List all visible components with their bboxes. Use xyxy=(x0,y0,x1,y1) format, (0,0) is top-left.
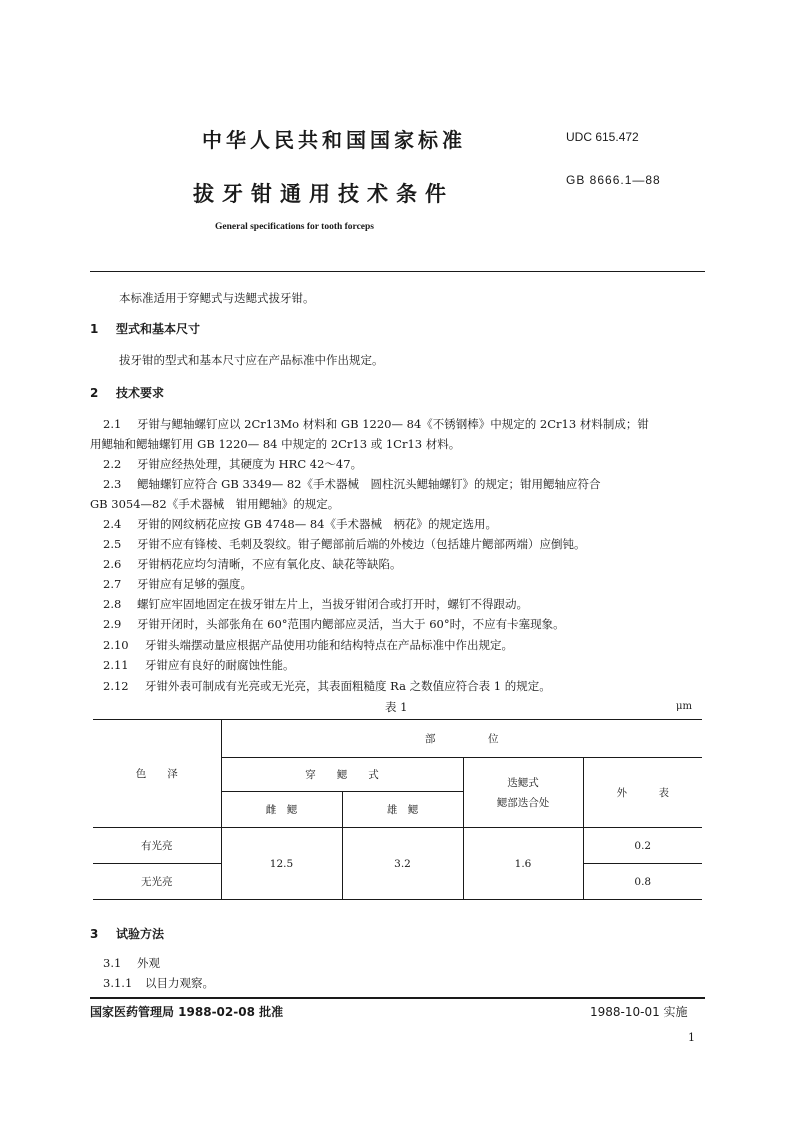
clause-text: 牙钳头端摆动量应根据产品使用功能和结构特点在产品标准中作出规定。 xyxy=(145,638,513,652)
clause-number: 3.1 xyxy=(103,956,122,970)
intro-paragraph: 本标准适用于穿鳃式与迭鳃式拔牙钳。 xyxy=(119,291,315,305)
clause-number: 2.10 xyxy=(103,638,129,652)
clause-2-9 xyxy=(103,616,565,632)
approval-line: 国家医药管理局 1988-02-08 批准 xyxy=(90,1005,284,1019)
overlap-line-1: 迭鳃式 xyxy=(507,776,539,789)
clause-number: 2.7 xyxy=(103,577,122,591)
footer-divider xyxy=(90,997,705,999)
section-number: 2 xyxy=(90,386,99,400)
standard-name: 中华人民共和国国家标准 xyxy=(202,128,466,152)
clause-number: 2.1 xyxy=(103,417,122,431)
clause-text: 螺钉应牢固地固定在拔牙钳左片上，当拔牙钳闭合或打开时，螺钉不得跟动。 xyxy=(137,597,528,611)
col-header-female: 雌 鳃 xyxy=(221,792,342,828)
gb-code: GB 8666.1—88 xyxy=(566,173,661,187)
section-number: 3 xyxy=(90,927,99,941)
cell-male-value: 3.2 xyxy=(342,828,463,900)
clause-2-1 xyxy=(103,416,649,432)
clause-2-10 xyxy=(103,637,513,653)
clause-2-2 xyxy=(103,456,362,472)
clause-number: 2.3 xyxy=(103,477,122,491)
clause-text: 牙钳外表可制成有光亮或无光亮，其表面粗糙度 Ra 之数值应符合表 1 的规定。 xyxy=(145,679,551,693)
cell-overlap-value: 1.6 xyxy=(463,828,583,900)
clause-text: 牙钳的网纹柄花应按 GB 4748— 84《手术器械 柄花》的规定选用。 xyxy=(137,517,498,531)
document-title: 拔牙钳通用技术条件 xyxy=(193,182,454,206)
clause-text: 牙钳应经热处理，其硬度为 HRC 42～47。 xyxy=(137,457,363,471)
clause-text: 牙钳开闭时，头部张角在 60°范围内鳃部应灵活，当大于 60°时，不应有卡塞现象。 xyxy=(137,617,565,631)
clause-number: 2.6 xyxy=(103,557,122,571)
clause-number: 2.5 xyxy=(103,537,122,551)
udc-code: UDC 615.472 xyxy=(566,130,639,144)
section-1-heading xyxy=(90,320,200,337)
clause-3-1 xyxy=(103,955,160,971)
section-title: 技术要求 xyxy=(116,386,165,400)
clause-2-4 xyxy=(103,516,497,532)
clause-text: 牙钳应有良好的耐腐蚀性能。 xyxy=(145,658,295,672)
clause-number: 2.8 xyxy=(103,597,122,611)
clause-text: 牙钳应有足够的强度。 xyxy=(137,577,252,591)
section-3-heading xyxy=(90,925,164,942)
clause-3-1-1 xyxy=(103,975,214,991)
clause-number: 2.2 xyxy=(103,457,122,471)
clause-2-7 xyxy=(103,576,252,592)
clause-text: 外观 xyxy=(137,956,160,970)
clause-number: 2.9 xyxy=(103,617,122,631)
clause-2-5 xyxy=(103,536,586,552)
section-2-heading xyxy=(90,384,164,401)
clause-2-6 xyxy=(103,556,402,572)
col-header-through: 穿 鳃 式 xyxy=(221,758,463,792)
clause-number: 3.1.1 xyxy=(103,976,133,990)
table-unit: μm xyxy=(676,701,692,712)
section-1-text: 拔牙钳的型式和基本尺寸应在产品标准中作出规定。 xyxy=(119,353,384,367)
section-number: 1 xyxy=(90,322,99,336)
overlap-line-2: 鳃部迭合处 xyxy=(496,796,550,809)
clause-text: 牙钳不应有锋棱、毛刺及裂纹。钳子鳃部前后端的外棱边（包括雄片鳃部两端）应倒钝。 xyxy=(137,537,586,551)
cell-surface-glossy: 0.2 xyxy=(583,828,702,864)
col-header-part: 部 位 xyxy=(221,720,702,758)
col-header-color: 色 泽 xyxy=(93,720,221,828)
section-title: 试验方法 xyxy=(116,927,165,941)
clause-2-12 xyxy=(103,678,551,694)
english-title: General specifications for tooth forceps xyxy=(215,222,375,232)
clause-2-8 xyxy=(103,596,528,612)
clause-2-3-cont: GB 3054—82《手术器械 钳用鳃轴》的规定。 xyxy=(90,497,340,511)
clause-text: 牙钳柄花应均匀清晰，不应有氧化皮、缺花等缺陷。 xyxy=(137,557,402,571)
cell-surface-matte: 0.8 xyxy=(634,875,652,888)
implementation-line: 1988-10-01 实施 xyxy=(590,1005,688,1019)
col-header-surface: 外 表 xyxy=(616,787,669,799)
row-label-matte: 无光亮 xyxy=(93,864,221,900)
row-label-glossy: 有光亮 xyxy=(93,828,221,864)
clause-number: 2.11 xyxy=(103,658,129,672)
col-header-male: 雄 鳃 xyxy=(342,792,463,828)
clause-2-3 xyxy=(103,476,601,492)
page-number: 1 xyxy=(688,1031,695,1044)
clause-text: 牙钳与鳃轴螺钉应以 2Cr13Mo 材料和 GB 1220— 84《不锈钢棒》中规定的 2Cr13 材料制成；钳 xyxy=(137,417,649,431)
table-caption: 表 1 xyxy=(385,700,408,714)
clause-number: 2.4 xyxy=(103,517,122,531)
clause-2-11 xyxy=(103,657,295,673)
roughness-table xyxy=(93,719,702,900)
clause-text: 鳃轴螺钉应符合 GB 3349— 82《手术器械 圆柱沉头鳃轴螺钉》的规定；钳用鳃轴应符合 xyxy=(137,477,601,491)
section-title: 型式和基本尺寸 xyxy=(116,322,201,336)
header-divider xyxy=(90,271,705,272)
clause-text: 以目力观察。 xyxy=(145,976,214,990)
clause-2-1-cont: 用鳃轴和鳃轴螺钉用 GB 1220— 84 中规定的 2Cr13 或 1Cr13 材料。 xyxy=(90,437,461,451)
col-header-overlap xyxy=(463,758,583,828)
clause-number: 2.12 xyxy=(103,679,129,693)
cell-female-value: 12.5 xyxy=(221,828,342,900)
